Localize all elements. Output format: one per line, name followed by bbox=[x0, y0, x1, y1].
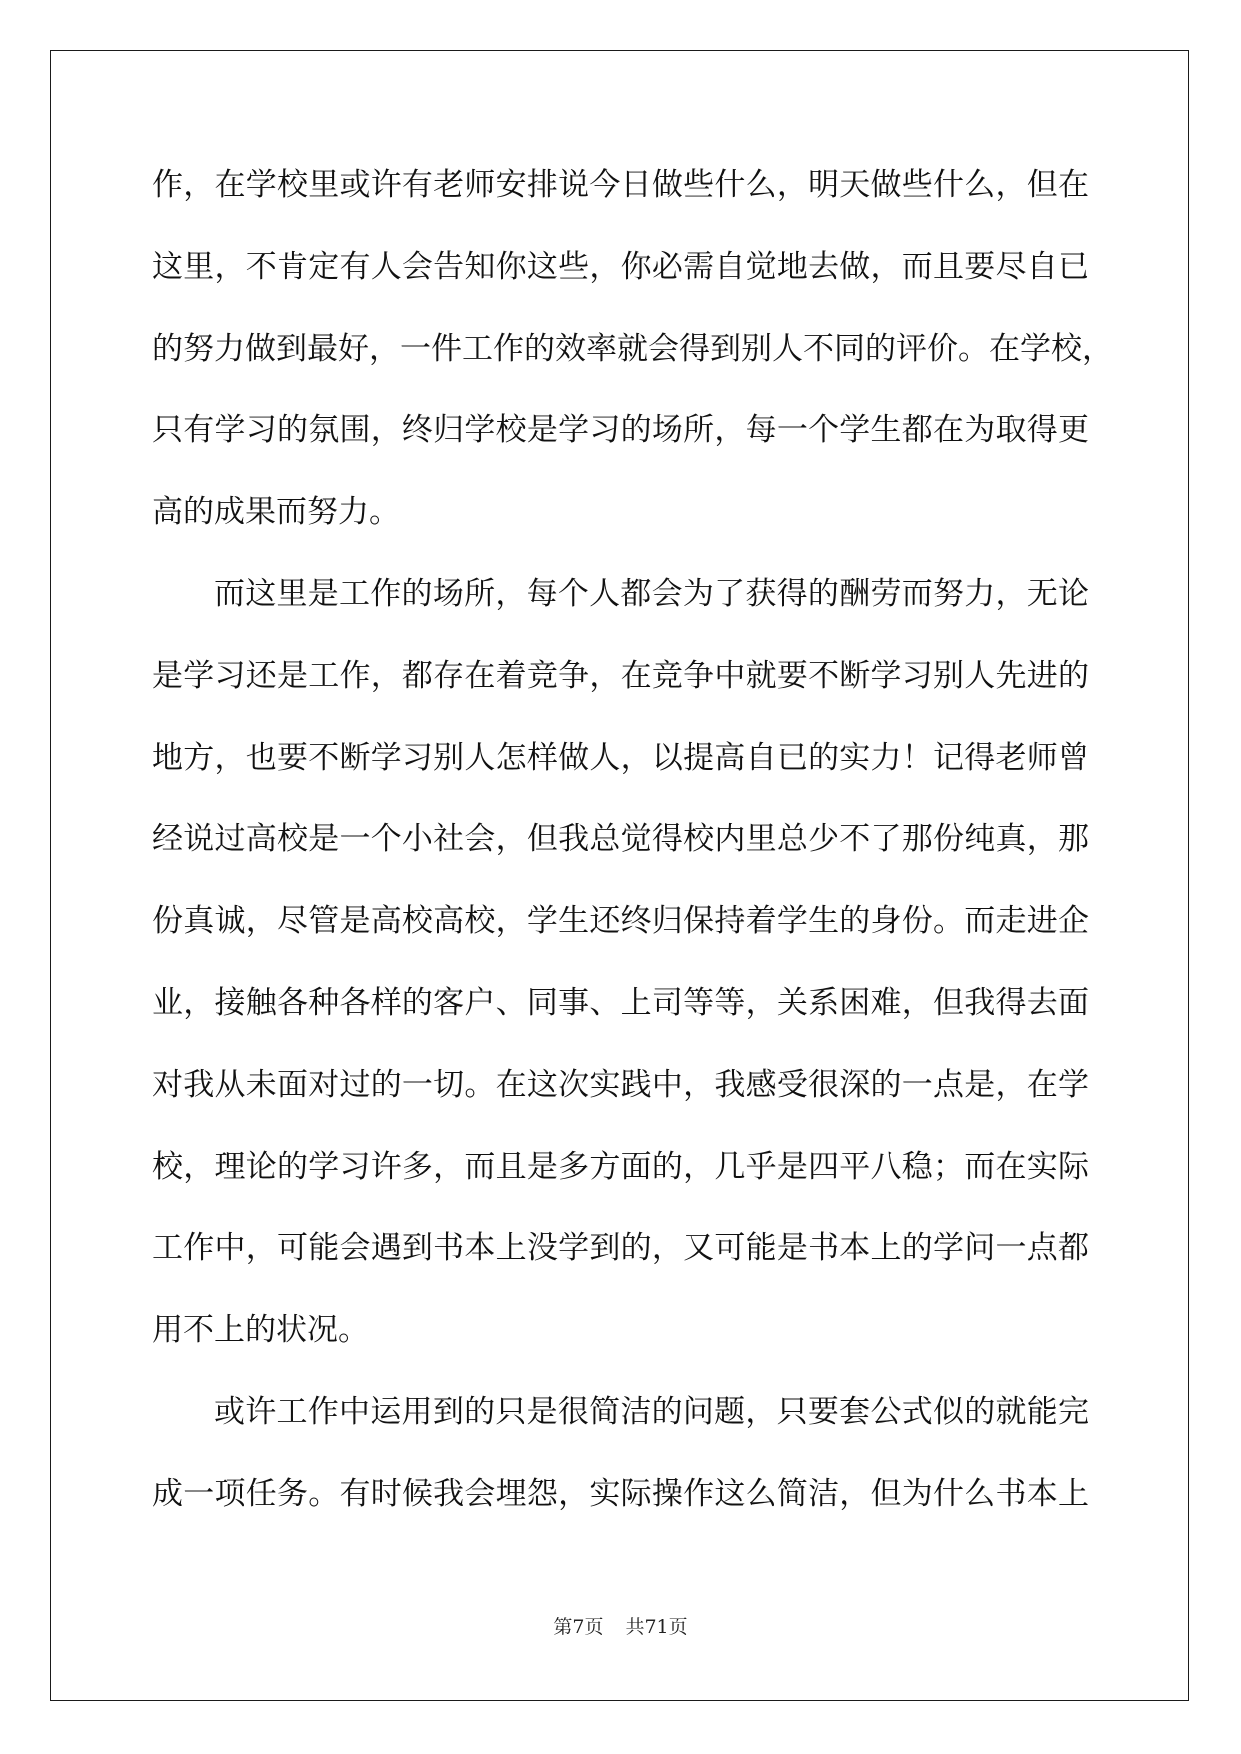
paragraph-first-line: 而这里是工作的场所，每个人都会为了获得的酬劳而努力，无论 bbox=[214, 575, 1089, 612]
text-line: 经说过高校是一个小社会，但我总觉得校内里总少不了那份纯真，那 bbox=[152, 821, 1089, 858]
text-line: 这里，不肯定有人会告知你这些，你必需自觉地去做，而且要尽自已 bbox=[152, 248, 1089, 285]
text-line: 是学习还是工作，都存在着竞争，在竞争中就要不断学习别人先进的 bbox=[152, 657, 1089, 694]
text-line: 的努力做到最好，一件工作的效率就会得到别人不同的评价。在学校， bbox=[152, 330, 1113, 367]
text-line: 成一项任务。有时候我会埋怨，实际操作这么简洁，但为什么书本上 bbox=[152, 1475, 1089, 1512]
text-line: 校，理论的学习许多，而且是多方面的，几乎是四平八稳；而在实际 bbox=[152, 1148, 1089, 1185]
text-line: 作，在学校里或许有老师安排说今日做些什么，明天做些什么，但在 bbox=[152, 167, 1089, 203]
document-body bbox=[152, 145, 1113, 1536]
text-line: 份真诚，尽管是高校高校，学生还终归保持着学生的身份。而走进企 bbox=[152, 903, 1089, 940]
current-page-number: 第7页 bbox=[553, 1616, 604, 1638]
text-line: 用不上的状况。 bbox=[152, 1312, 369, 1349]
text-line: 工作中，可能会遇到书本上没学到的，又可能是书本上的学问一点都 bbox=[152, 1230, 1089, 1267]
text-line: 地方，也要不断学习别人怎样做人，以提高自已的实力！记得老师曾 bbox=[152, 739, 1089, 776]
text-line: 业，接触各种各样的客户、同事、上司等等，关系困难，但我得去面 bbox=[152, 984, 1089, 1021]
page-footer bbox=[0, 1612, 1241, 1639]
text-line: 只有学习的氛围，终归学校是学习的场所，每一个学生都在为取得更 bbox=[152, 412, 1089, 449]
text-line: 对我从未面对过的一切。在这次实践中，我感受很深的一点是，在学 bbox=[152, 1066, 1089, 1103]
paragraph-first-line: 或许工作中运用到的只是很简洁的问题，只要套公式似的就能完 bbox=[214, 1393, 1089, 1430]
total-page-count: 共71页 bbox=[625, 1616, 688, 1638]
text-line: 高的成果而努力。 bbox=[152, 494, 400, 531]
